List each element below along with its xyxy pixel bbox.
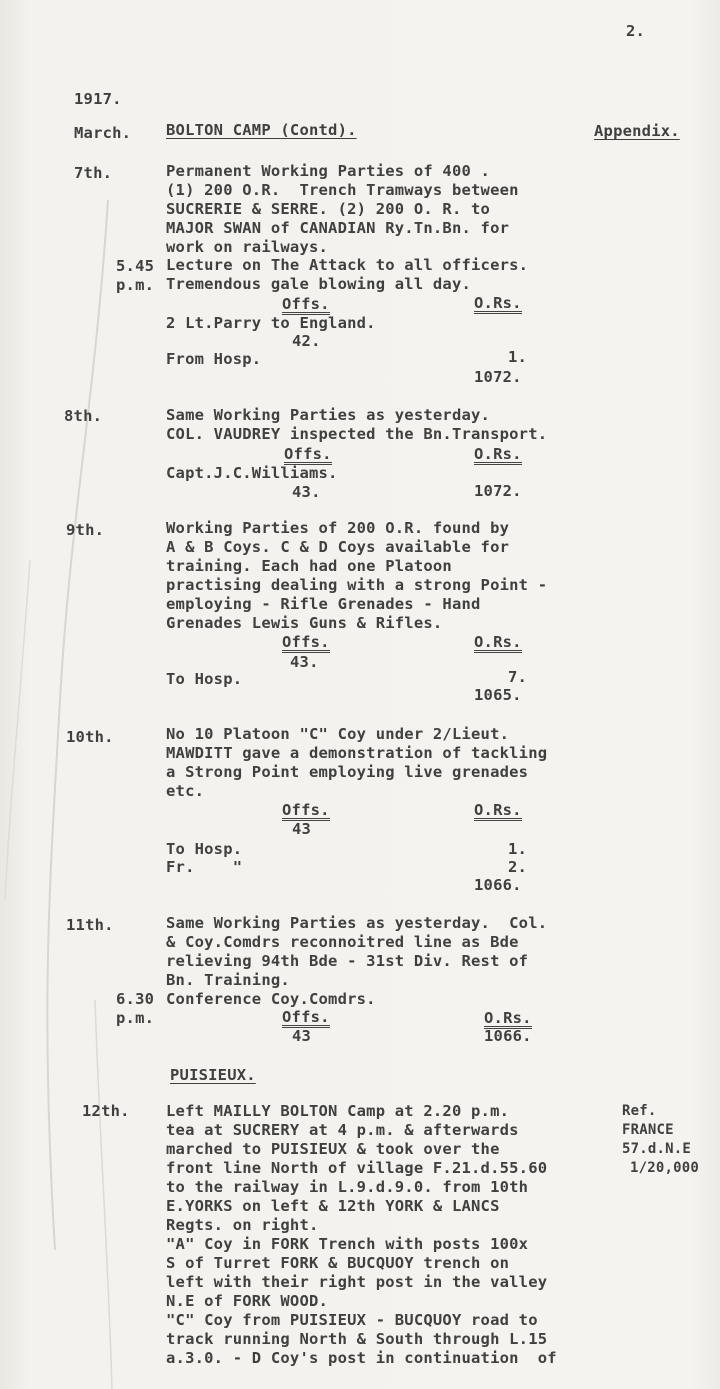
entry-line: & Coy.Comdrs reconnoitred line as Bde bbox=[166, 933, 519, 951]
offs-total: 43. bbox=[292, 483, 321, 501]
section-heading: PUISIEUX. bbox=[170, 1066, 256, 1084]
entry-time: p.m. bbox=[116, 276, 155, 294]
offs-total: 43 bbox=[292, 1027, 312, 1045]
entry-line: Fr. " bbox=[166, 858, 243, 876]
ors-heading: O.Rs. bbox=[474, 445, 522, 463]
entry-line: Bn. Training. bbox=[166, 971, 290, 989]
entry-line: Working Parties of 200 O.R. found by bbox=[166, 519, 510, 537]
year: 1917. bbox=[74, 90, 122, 108]
entry-line: 2 Lt.Parry to England. bbox=[166, 314, 376, 332]
entry-date: 12th. bbox=[82, 1102, 130, 1120]
entry-line: a Strong Point employing live grenades bbox=[166, 763, 529, 781]
entry-time: 5.45 bbox=[116, 257, 155, 275]
ors-heading: O.Rs. bbox=[474, 801, 522, 819]
entry-line: Tremendous gale blowing all day. bbox=[166, 275, 472, 293]
entry-line: practising dealing with a strong Point - bbox=[166, 576, 548, 594]
entry-line: MAJOR SWAN of CANADIAN Ry.Tn.Bn. for bbox=[166, 219, 510, 237]
ors-value: 2. bbox=[508, 858, 528, 876]
entry-line: (1) 200 O.R. Trench Tramways between bbox=[166, 181, 519, 199]
entry-line: to the railway in L.9.d.9.0. from 10th bbox=[166, 1178, 529, 1196]
entry-line: Permanent Working Parties of 400 . bbox=[166, 162, 491, 180]
entry-line: employing - Rifle Grenades - Hand bbox=[166, 595, 481, 613]
entry-date: 8th. bbox=[64, 407, 103, 425]
section-title: BOLTON CAMP (Contd). bbox=[166, 121, 357, 139]
ors-heading: O.Rs. bbox=[474, 633, 522, 651]
map-reference: Ref. bbox=[622, 1103, 657, 1119]
entry-line: A & B Coys. C & D Coys available for bbox=[166, 538, 510, 556]
entry-line: Same Working Parties as yesterday. bbox=[166, 406, 491, 424]
entry-date: 7th. bbox=[74, 164, 113, 182]
entry-line: track running North & South through L.15 bbox=[166, 1330, 548, 1348]
offs-heading: Offs. bbox=[284, 445, 332, 463]
entry-line: training. Each had one Platoon bbox=[166, 557, 452, 575]
entry-line: Left MAILLY BOLTON Camp at 2.20 p.m. bbox=[166, 1102, 510, 1120]
entry-line: tea at SUCRERY at 4 p.m. & afterwards bbox=[166, 1121, 519, 1139]
ors-total: 1072. bbox=[474, 482, 522, 500]
entry-date: 9th. bbox=[66, 521, 105, 539]
entry-line: To Hosp. bbox=[166, 840, 243, 858]
entry-line: marched to PUISIEUX & took over the bbox=[166, 1140, 500, 1158]
offs-heading: Offs. bbox=[282, 295, 330, 313]
entry-time: p.m. bbox=[116, 1009, 155, 1027]
entry-line: From Hosp. bbox=[166, 350, 262, 368]
ors-total: 1066. bbox=[474, 876, 522, 894]
entry-line: E.YORKS on left & 12th YORK & LANCS bbox=[166, 1197, 500, 1215]
ors-value: 7. bbox=[508, 668, 528, 686]
offs-heading: Offs. bbox=[282, 1008, 330, 1026]
ors-value: 1. bbox=[508, 348, 528, 366]
entry-line: "A" Coy in FORK Trench with posts 100x bbox=[166, 1235, 529, 1253]
entry-line: front line North of village F.21.d.55.60 bbox=[166, 1159, 548, 1177]
ors-heading: O.Rs. bbox=[474, 294, 522, 312]
entry-line: To Hosp. bbox=[166, 670, 243, 688]
entry-line: SUCRERIE & SERRE. (2) 200 O. R. to bbox=[166, 200, 491, 218]
map-reference: FRANCE bbox=[622, 1122, 674, 1138]
entry-line: COL. VAUDREY inspected the Bn.Transport. bbox=[166, 425, 548, 443]
entry-line: left with their right post in the valley bbox=[166, 1273, 548, 1291]
entry-line: Same Working Parties as yesterday. Col. bbox=[166, 914, 548, 932]
entry-line: Lecture on The Attack to all officers. bbox=[166, 256, 529, 274]
ors-total: 1066. bbox=[484, 1027, 532, 1045]
entry-line: MAWDITT gave a demonstration of tackling bbox=[166, 744, 548, 762]
entry-line: a.3.0. - D Coy's post in continuation of bbox=[166, 1349, 557, 1367]
ors-heading: O.Rs. bbox=[484, 1009, 532, 1027]
entry-line: "C" Coy from PUISIEUX - BUCQUOY road to bbox=[166, 1311, 538, 1329]
entry-line: Capt.J.C.Williams. bbox=[166, 464, 338, 482]
appendix-heading: Appendix. bbox=[594, 122, 680, 140]
ors-total: 1072. bbox=[474, 368, 522, 386]
entry-line: N.E of FORK WOOD. bbox=[166, 1292, 329, 1310]
month-label: March. bbox=[74, 124, 132, 142]
entry-line: etc. bbox=[166, 782, 205, 800]
entry-line: relieving 94th Bde - 31st Div. Rest of bbox=[166, 952, 529, 970]
entry-date: 10th. bbox=[66, 728, 114, 746]
entry-line: work on railways. bbox=[166, 238, 329, 256]
offs-total: 43 bbox=[292, 820, 312, 838]
offs-total: 42. bbox=[292, 332, 321, 350]
entry-line: Conference Coy.Comdrs. bbox=[166, 990, 376, 1008]
entry-line: Grenades Lewis Guns & Rifles. bbox=[166, 614, 443, 632]
map-reference: 1/20,000 bbox=[630, 1160, 700, 1176]
entry-date: 11th. bbox=[66, 916, 114, 934]
ors-value: 1. bbox=[508, 840, 528, 858]
offs-heading: Offs. bbox=[282, 633, 330, 651]
ors-total: 1065. bbox=[474, 686, 522, 704]
entry-line: S of Turret FORK & BUCQUOY trench on bbox=[166, 1254, 510, 1272]
map-reference: 57.d.N.E bbox=[622, 1141, 692, 1157]
offs-total: 43. bbox=[290, 653, 319, 671]
offs-heading: Offs. bbox=[282, 801, 330, 819]
entry-time: 6.30 bbox=[116, 990, 155, 1008]
page-number: 2. bbox=[626, 22, 646, 40]
entry-line: No 10 Platoon "C" Coy under 2/Lieut. bbox=[166, 725, 510, 743]
entry-line: Regts. on right. bbox=[166, 1216, 319, 1234]
